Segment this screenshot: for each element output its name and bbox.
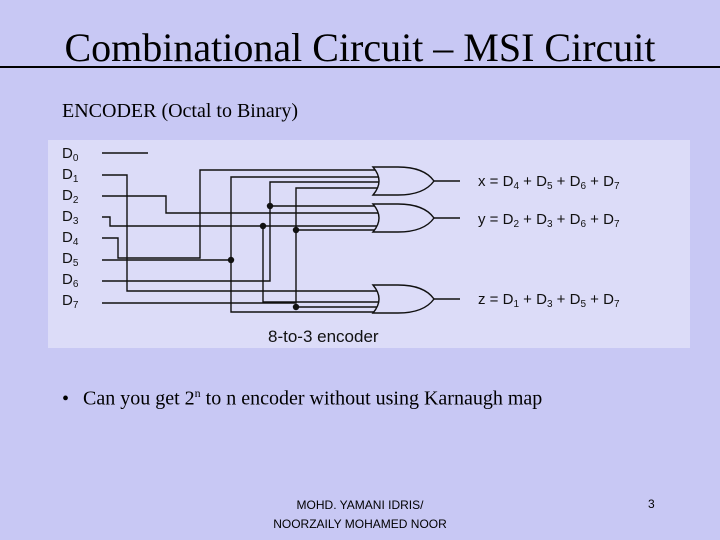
equation-z: $z = D_1 + D_3 + D_5 + D_7$	[478, 291, 620, 310]
junction-dot	[228, 257, 234, 263]
input-label-d7: $D_7$	[62, 292, 79, 311]
diagram-caption: 8-to-3 encoder	[268, 327, 379, 346]
junction-dot	[293, 227, 299, 233]
footer-line: NOORZAILY MOHAMED NOOR	[273, 517, 447, 531]
junction-dot	[293, 304, 299, 310]
bullet-superscript: n	[194, 386, 201, 400]
input-label-d6: $D_6$	[62, 271, 79, 290]
slide-subtitle: ENCODER (Octal to Binary)	[62, 100, 299, 122]
footer-line: MOHD. YAMANI IDRIS/	[296, 498, 424, 512]
encoder-diagram	[48, 140, 690, 348]
junction-dot	[260, 223, 266, 229]
input-label-d4: $D_4$	[62, 229, 79, 248]
input-label-d2: $D_2$	[62, 187, 79, 206]
input-label-d0: $D_0$	[62, 145, 79, 164]
title-rule	[0, 66, 720, 68]
page-number: 3	[648, 497, 655, 511]
equation-x: $x = D_4 + D_5 + D_6 + D_7$	[478, 173, 620, 192]
junction-dot	[267, 203, 273, 209]
bullet-dot: •	[62, 387, 70, 410]
diagram-panel	[48, 140, 690, 348]
input-label-d1: $D_1$	[62, 166, 79, 185]
bullet-item	[62, 386, 542, 411]
input-label-d5: $D_5$	[62, 250, 79, 269]
equation-y: $y = D_2 + D_3 + D_6 + D_7$	[478, 211, 620, 230]
input-label-d3: $D_3$	[62, 208, 79, 227]
footer-authors	[230, 496, 490, 534]
encoder-figure	[48, 140, 690, 348]
bullet-text-pre: Can you get 2	[83, 387, 195, 410]
slide-title: Combinational Circuit – MSI Circuit	[64, 25, 656, 70]
bullet-text-post: to n encoder without using Karnaugh map	[200, 387, 543, 410]
